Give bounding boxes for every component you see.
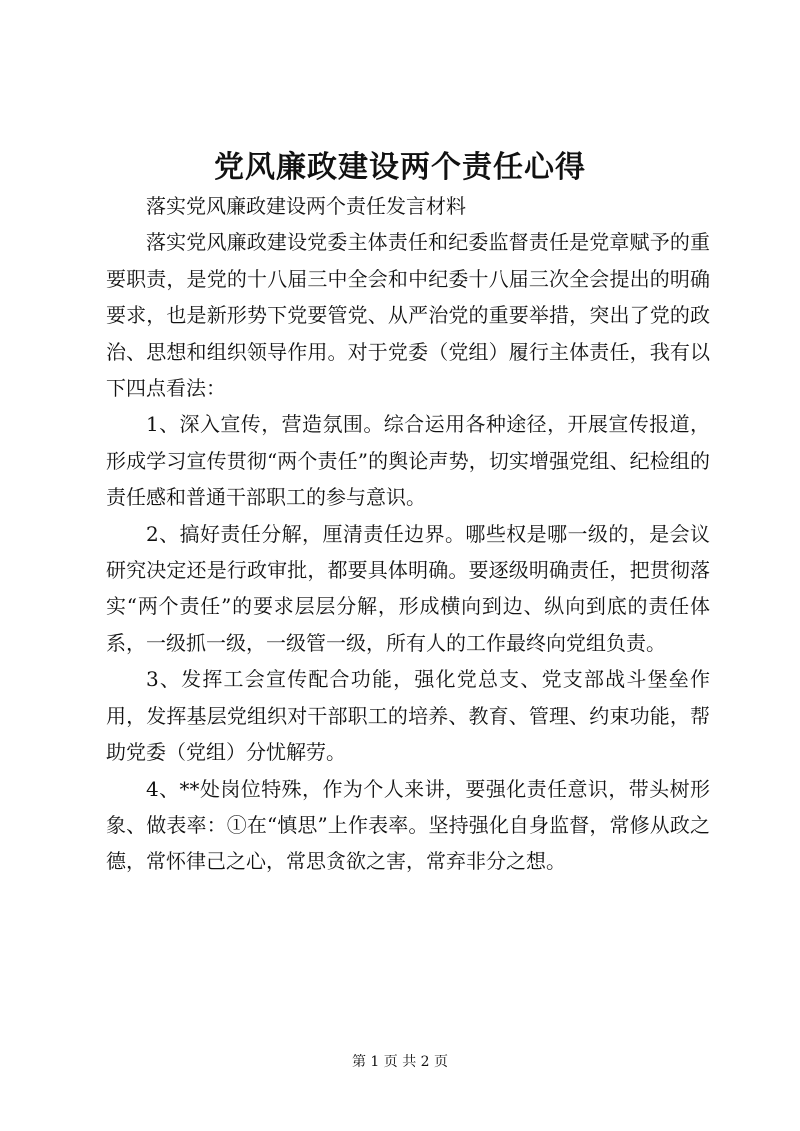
point-3-paragraph: 3、发挥工会宣传配合功能，强化党总支、党支部战斗堡垒作用，发挥基层党组织对干部职工的培养、教育、管理、约束功能，帮助党委（党组）分忧解劳。 — [106, 667, 710, 765]
point-4-paragraph: 4、**处岗位特殊，作为个人来讲，要强化责任意识，带头树形象、做表率：①在“慎思”上作表率。坚持强化自身监督，常修从政之德，常怀律己之心，常思贪欲之害，常弃非分之想。 — [106, 776, 710, 874]
point-2-paragraph: 2、搞好责任分解，厘清责任边界。哪些权是哪一级的，是会议研究决定还是行政审批，都要具体明确。要逐级明确责任，把贯彻落实“两个责任”的要求层层分解，形成横向到边、纵向到底的责任体系，一级抓一级，一级管一级，所有人的工作最终向党组负责。 — [106, 521, 710, 655]
subtitle-paragraph: 落实党风廉政建设两个责任发言材料 — [146, 194, 466, 218]
document-body — [106, 188, 710, 880]
intro-paragraph: 落实党风廉政建设党委主体责任和纪委监督责任是党章赋予的重要职责，是党的十八届三中全会和中纪委十八届三次全会提出的明确要求，也是新形势下党要管党、从严治党的重要举措，突出了党的政治、思想和组织领导作用。对于党委（党组）履行主体责任，我有以下四点看法： — [106, 230, 710, 401]
page-footer: 第 1 页 共 2 页 — [351, 1054, 449, 1070]
document-title: 党风廉政建设两个责任心得 — [214, 150, 586, 185]
point-1-paragraph: 1、深入宣传，营造氛围。综合运用各种途径，开展宣传报道，形成学习宣传贯彻“两个责任”的舆论声势，切实增强党组、纪检组的责任感和普通干部职工的参与意识。 — [106, 412, 710, 510]
